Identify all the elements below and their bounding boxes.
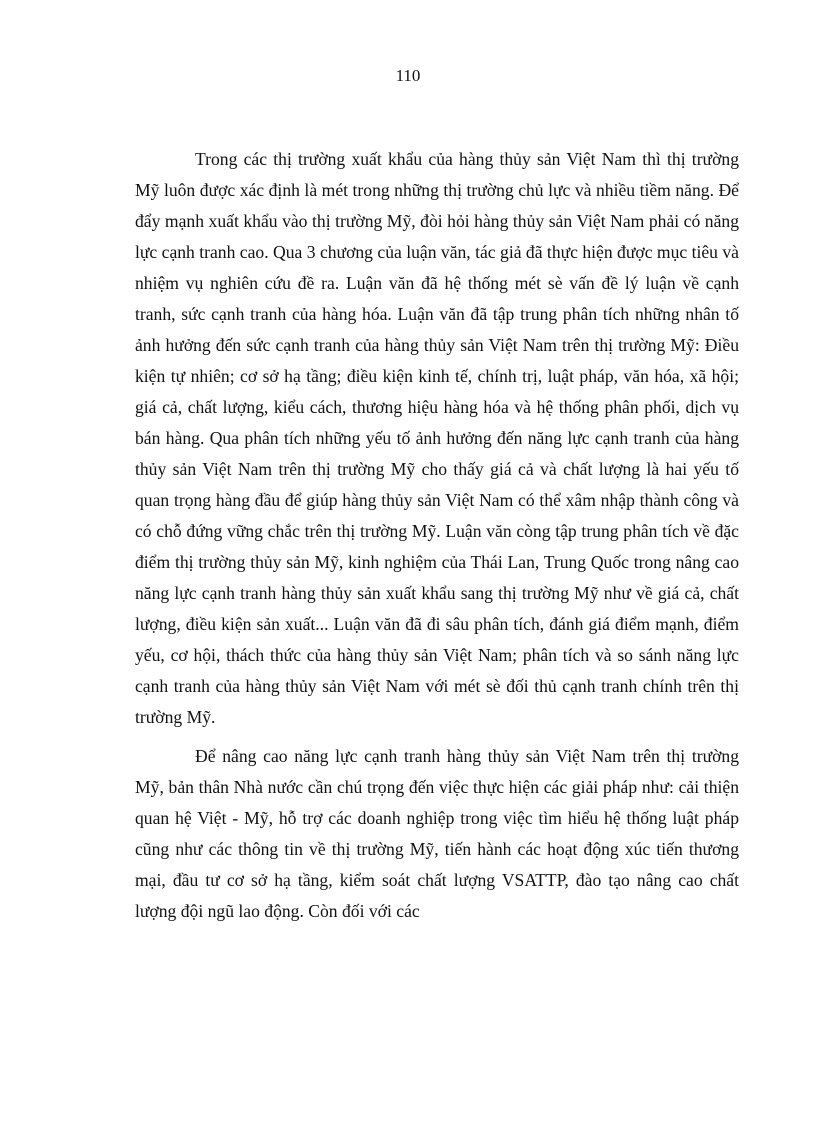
paragraph-1: Trong các thị trường xuất khẩu của hàng thủy sản Việt Nam thì thị trường Mỹ luôn được xác định là mét trong những thị trường chủ lực và nhiều tiềm năng. Để đẩy mạnh xuất khẩu vào thị trường Mỹ, đòi hỏi hàng thủy sản Việt Nam phải có năng lực cạnh tranh cao. Qua 3 chương của luận văn, tác giả đã thực hiện được mục tiêu và nhiệm vụ nghiên cứu đề ra. Luận văn đã hệ thống mét sè vấn đề lý luận về cạnh tranh, sức cạnh tranh của hàng hóa. Luận văn đã tập trung phân tích những nhân tố ảnh hưởng đến sức cạnh tranh của hàng thủy sản Việt Nam trên thị trường Mỹ: Điều kiện tự nhiên; cơ sở hạ tầng; điều kiện kinh tế, chính trị, luật pháp, văn hóa, xã hội; giá cả, chất lượng, kiểu cách, thương hiệu hàng hóa và hệ thống phân phối, dịch vụ bán hàng. Qua phân tích những yếu tố ảnh hưởng đến năng lực cạnh tranh của hàng thủy sản Việt Nam trên thị trường Mỹ cho thấy giá cả và chất lượng là hai yếu tố quan trọng hàng đầu để giúp hàng thủy sản Việt Nam có thể xâm nhập thành công và có chỗ đứng vững chắc trên thị trường Mỹ. Luận văn còng tập trung phân tích về đặc điểm thị trường thủy sản Mỹ, kinh nghiệm của Thái Lan, Trung Quốc trong nâng cao năng lực cạnh tranh hàng thủy sản xuất khẩu sang thị trường Mỹ như về giá cả, chất lượng, điều kiện sản xuất... Luận văn đã đi sâu phân tích, đánh giá điểm mạnh, điểm yếu, cơ hội, thách thức của hàng thủy sản Việt Nam; phân tích và so sánh năng lực cạnh tranh của hàng thủy sản Việt Nam với mét sè đối thủ cạnh tranh chính trên thị trường Mỹ. xyxy=(135,149,739,727)
page-number: 110 xyxy=(395,66,421,85)
body-text xyxy=(135,144,739,935)
paragraph-2: Để nâng cao năng lực cạnh tranh hàng thủy sản Việt Nam trên thị trường Mỹ, bản thân Nhà nước cần chú trọng đến việc thực hiện các giải pháp như: cải thiện quan hệ Việt - Mỹ, hỗ trợ các doanh nghiệp trong việc tìm hiểu hệ thống luật pháp cũng như các thông tin về thị trường Mỹ, tiến hành các hoạt động xúc tiến thương mại, đầu tư cơ sở hạ tầng, kiểm soát chất lượng VSATTP, đào tạo nâng cao chất lượng đội ngũ lao động. Còn đối với các xyxy=(135,746,739,921)
